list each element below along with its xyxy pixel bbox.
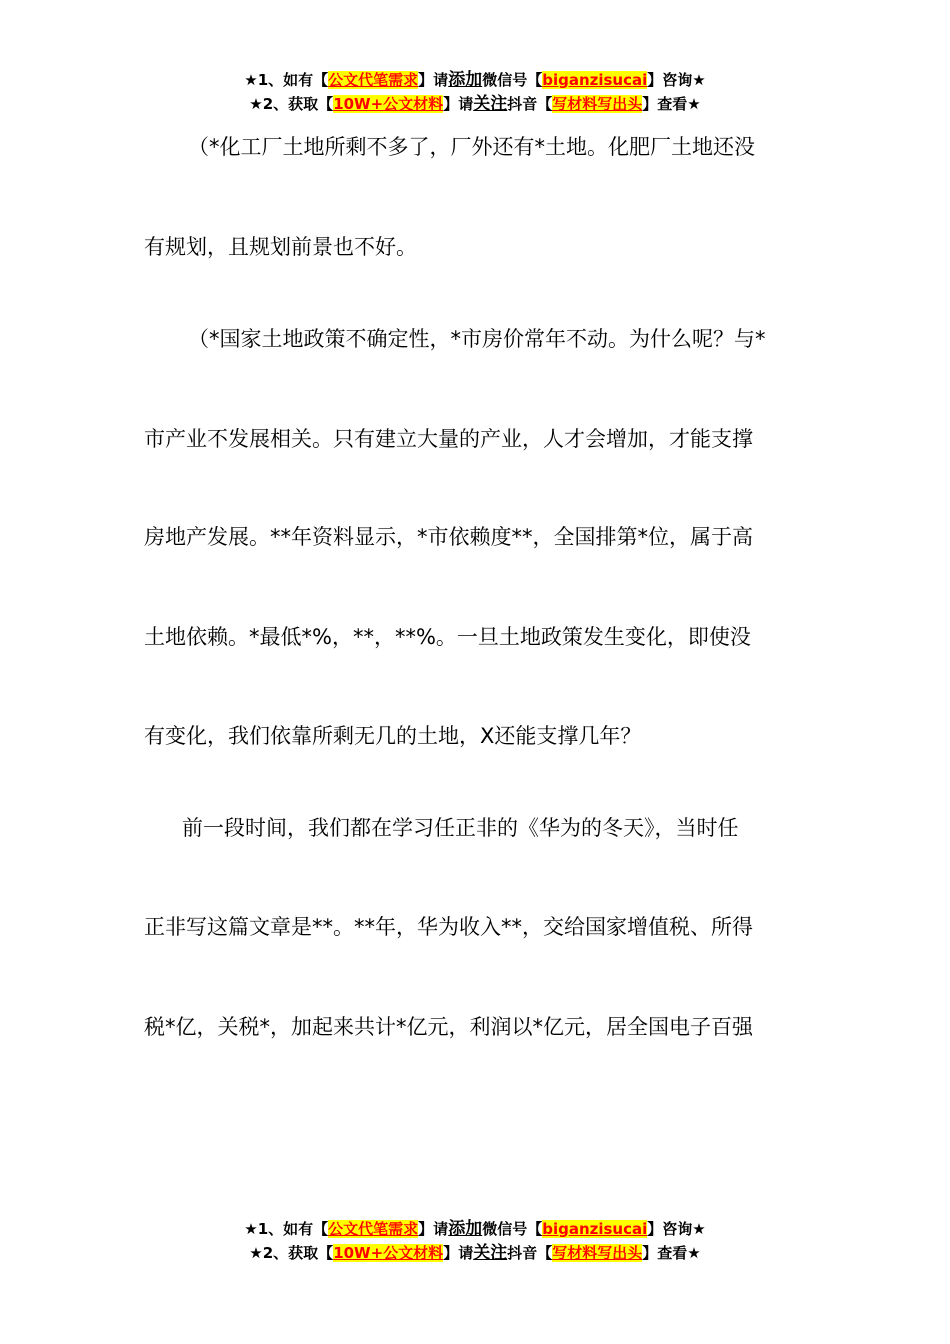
header-line1-highlight-wechat: biganzisucai bbox=[542, 71, 648, 89]
footer-line2-highlight-materials: 10W+公文材料 bbox=[333, 1244, 444, 1262]
body-line: 前一段时间，我们都在学习任正非的《华为的冬天》，当时任 bbox=[182, 816, 739, 840]
body-line: （*化工厂土地所剩不多了，厂外还有*土地。化肥厂土地还没 bbox=[188, 135, 755, 159]
body-line: （*国家土地政策不确定性，*市房价常年不动。为什么呢？与* bbox=[188, 327, 766, 351]
header-line2-highlight-douyin: 写材料写出头 bbox=[552, 95, 643, 113]
header-line1-mid2: 微信号【 bbox=[482, 71, 543, 89]
body-line: 市产业不发展相关。只有建立大量的产业，人才会增加，才能支撑 bbox=[144, 427, 753, 451]
header-line2-emph: 关注 bbox=[473, 94, 508, 114]
footer-line1-emph: 添加 bbox=[448, 1219, 483, 1239]
footer-line1-suffix: 】咨询★ bbox=[647, 1220, 706, 1238]
footer-banner bbox=[0, 1217, 950, 1265]
body-line: 有变化，我们依靠所剩无几的土地，X还能支撑几年？ bbox=[144, 724, 642, 748]
footer-line2-highlight-douyin: 写材料写出头 bbox=[552, 1244, 643, 1262]
header-line2-highlight-materials: 10W+公文材料 bbox=[333, 95, 444, 113]
footer-line1-mid1: 】请 bbox=[418, 1220, 449, 1238]
header-line1-suffix: 】咨询★ bbox=[647, 71, 706, 89]
body-line: 正非写这篇文章是**。**年，华为收入**，交给国家增值税、所得 bbox=[144, 915, 753, 939]
header-line1-emph: 添加 bbox=[448, 70, 483, 90]
header-line1-mid1: 】请 bbox=[418, 71, 449, 89]
header-banner bbox=[0, 68, 950, 116]
footer-line1-mid2: 微信号【 bbox=[482, 1220, 543, 1238]
footer-line2-emph: 关注 bbox=[473, 1243, 508, 1263]
footer-line-1 bbox=[0, 1217, 950, 1241]
body-line: 土地依赖。*最低*%，**，**%。一旦土地政策发生变化，即使没 bbox=[144, 625, 751, 649]
footer-line1-highlight-wechat: biganzisucai bbox=[542, 1220, 648, 1238]
header-line1-highlight-service: 公文代笔需求 bbox=[328, 71, 419, 89]
footer-line1-highlight-service: 公文代笔需求 bbox=[328, 1220, 419, 1238]
body-line: 房地产发展。**年资料显示，*市依赖度**，全国排第*位，属于高 bbox=[144, 525, 753, 549]
header-line1-prefix: ★1、如有【 bbox=[244, 71, 329, 89]
header-line2-suffix: 】查看★ bbox=[642, 95, 701, 113]
body-line: 有规划，且规划前景也不好。 bbox=[144, 235, 417, 259]
header-line-2 bbox=[0, 92, 950, 116]
footer-line2-mid1: 】请 bbox=[443, 1244, 474, 1262]
header-line2-mid2: 抖音【 bbox=[507, 95, 553, 113]
footer-line2-mid2: 抖音【 bbox=[507, 1244, 553, 1262]
body-line: 税*亿，关税*，加起来共计*亿元，利润以*亿元，居全国电子百强 bbox=[144, 1015, 753, 1039]
header-line2-mid1: 】请 bbox=[443, 95, 474, 113]
footer-line1-prefix: ★1、如有【 bbox=[244, 1220, 329, 1238]
footer-line2-suffix: 】查看★ bbox=[642, 1244, 701, 1262]
footer-line2-prefix: ★2、获取【 bbox=[249, 1244, 334, 1262]
header-line-1 bbox=[0, 68, 950, 92]
footer-line-2 bbox=[0, 1241, 950, 1265]
header-line2-prefix: ★2、获取【 bbox=[249, 95, 334, 113]
